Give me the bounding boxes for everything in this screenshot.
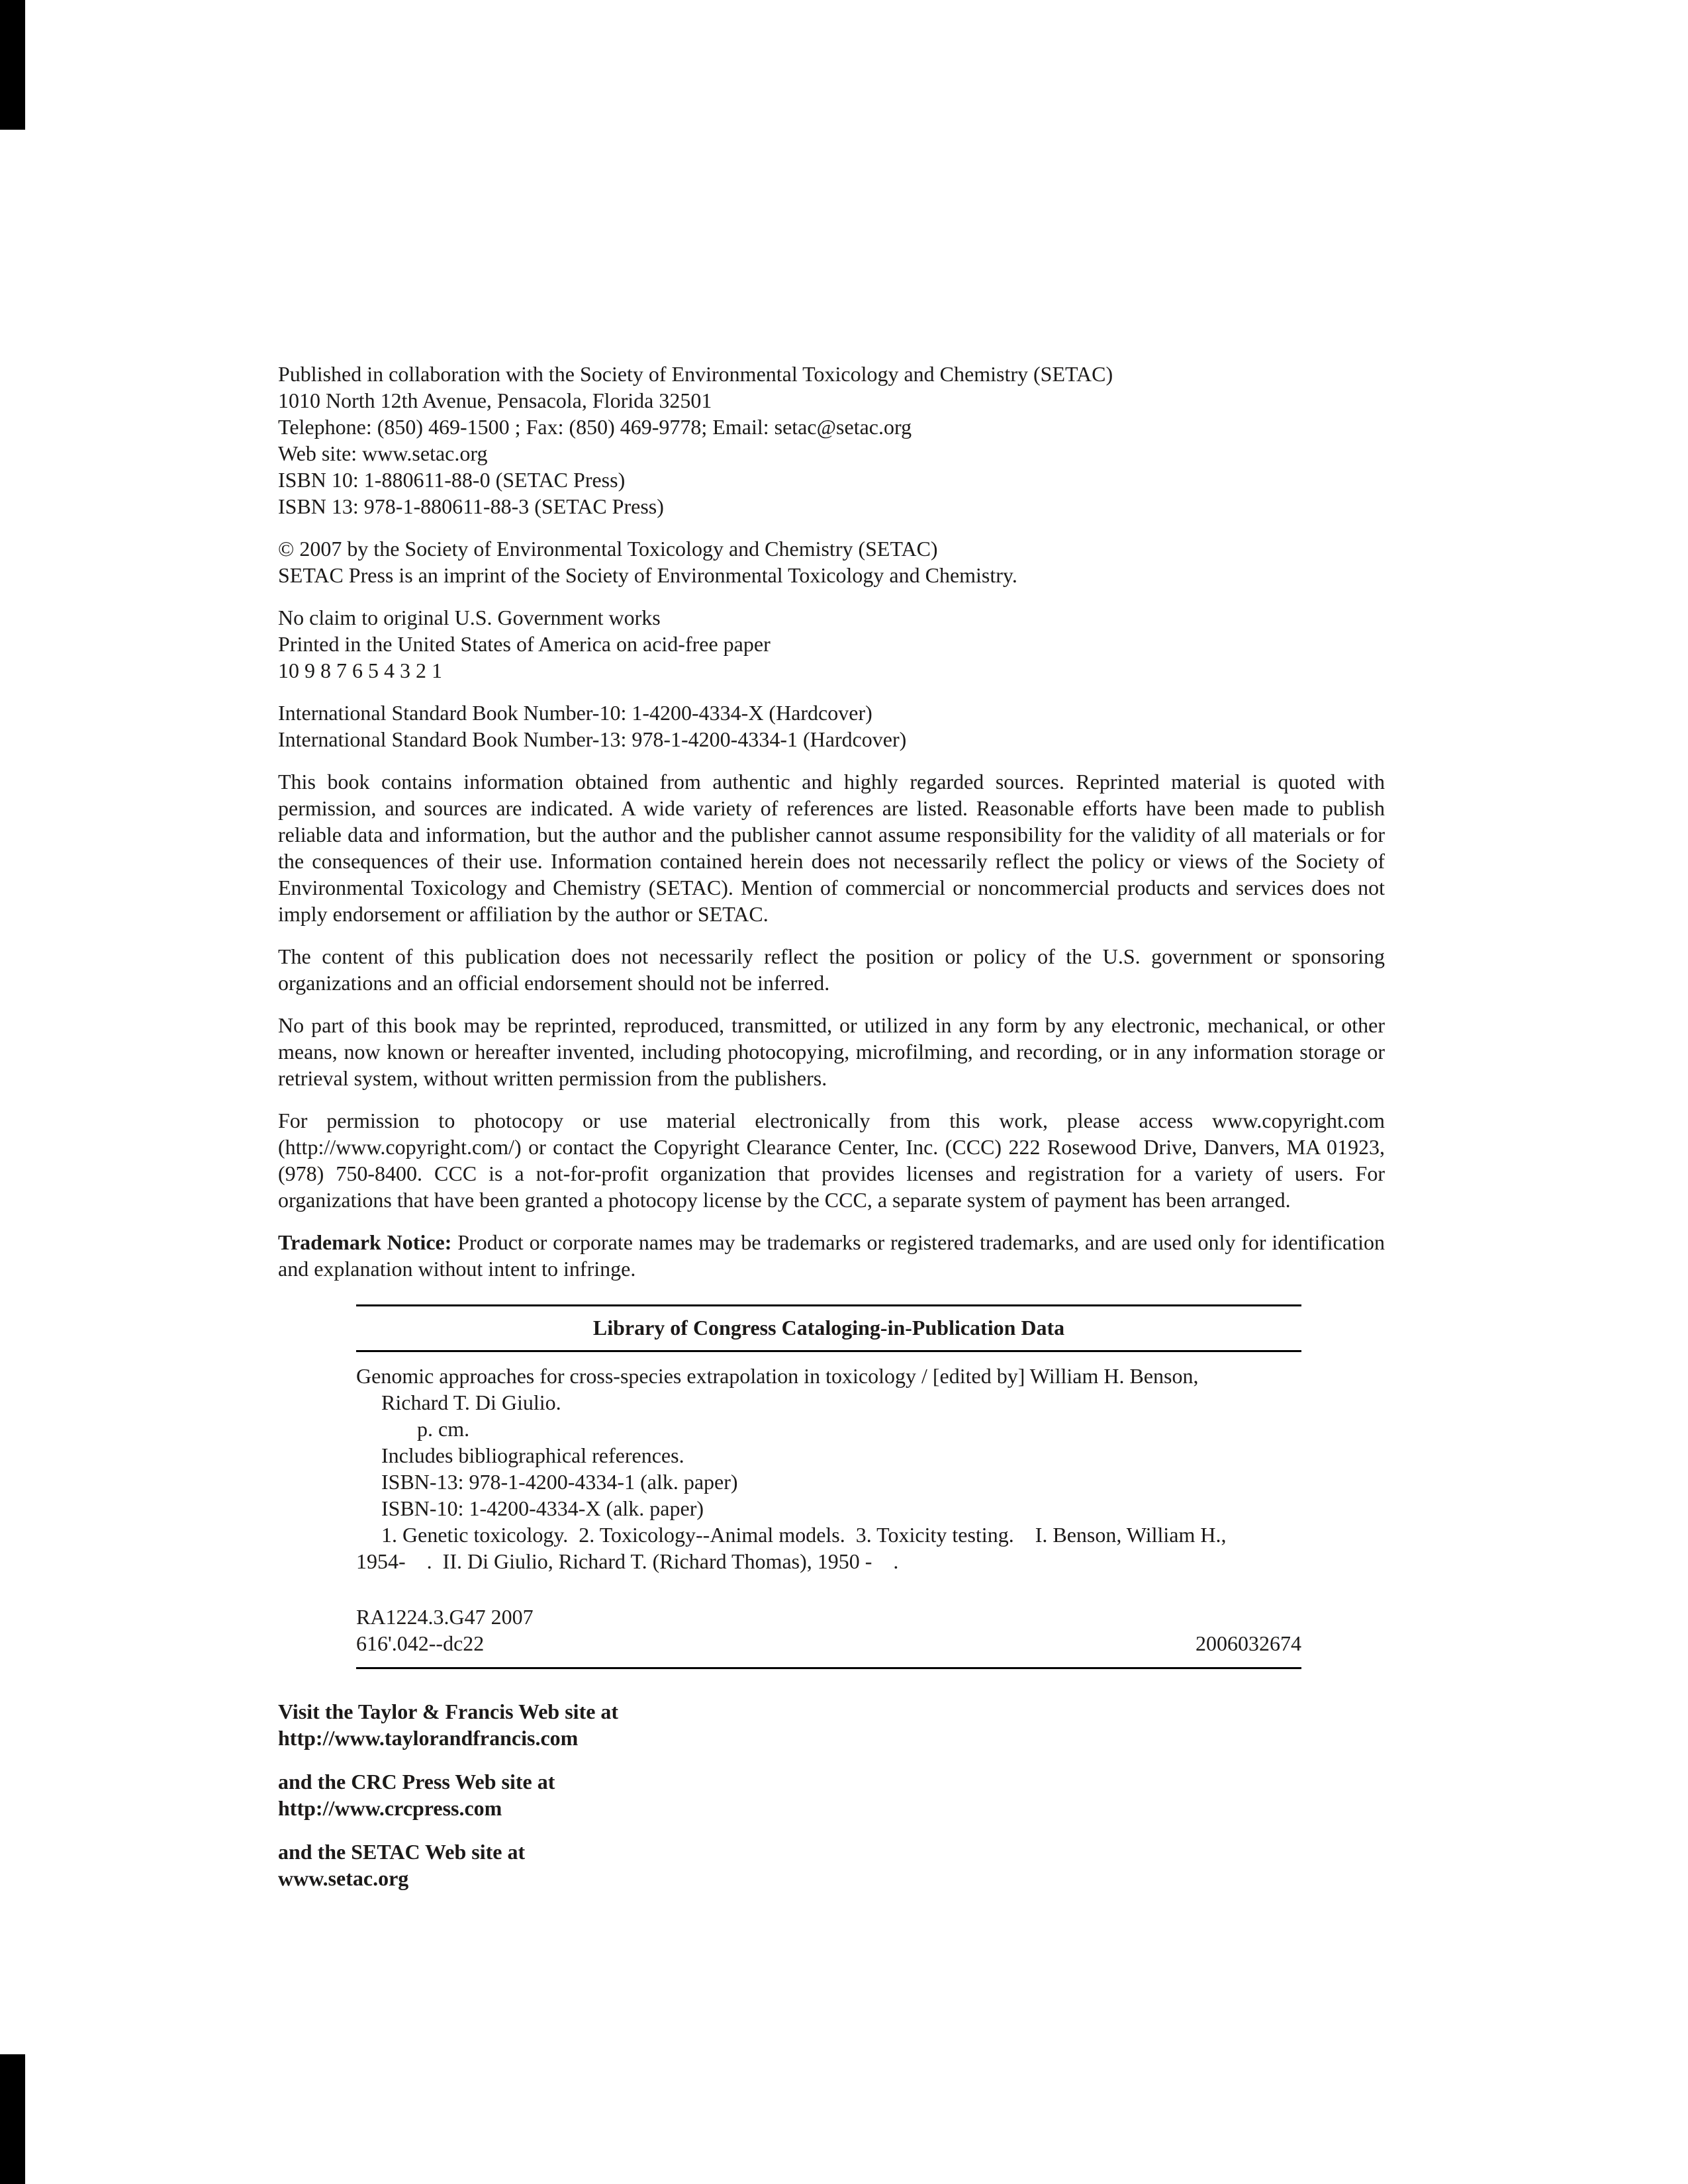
loc-numbers [356, 1604, 1301, 1657]
loc-entry-line: ISBN-13: 978-1-4200-4334-1 (alk. paper) [381, 1470, 738, 1494]
loc-catalog-entry [356, 1352, 1301, 1574]
publisher-contact-line: Telephone: (850) 469-1500 ; Fax: (850) 469-9778; Email: setac@setac.org [278, 415, 912, 439]
setac-site-block [278, 1839, 1385, 1891]
page-content [278, 361, 1385, 1909]
loc-call-number: RA1224.3.G47 2007 [356, 1605, 534, 1629]
publisher-isbn10-line: ISBN 10: 1-880611-88-0 (SETAC Press) [278, 468, 626, 492]
copyright-block [278, 535, 1385, 588]
publisher-address-block [278, 361, 1385, 520]
printed-line: Printed in the United States of America on acid-free paper [278, 632, 771, 656]
library-of-congress-block [356, 1304, 1301, 1669]
publisher-street-line: 1010 North 12th Avenue, Pensacola, Florida 32501 [278, 388, 712, 412]
loc-entry-line: 1. Genetic toxicology. 2. Toxicology--Animal models. 3. Toxicity testing. I. Benson, William H., [381, 1523, 1227, 1547]
no-claim-line: No claim to original U.S. Government works [278, 606, 661, 629]
scan-mark-bottom-left [0, 2054, 25, 2184]
taylor-francis-site-label: Visit the Taylor & Francis Web site at [278, 1700, 619, 1723]
loc-control-number: 2006032674 [1196, 1631, 1301, 1655]
isbn10-line: International Standard Book Number-10: 1-4200-4334-X (Hardcover) [278, 701, 872, 725]
reproduction-notice-paragraph: No part of this book may be reprinted, reproduced, transmitted, or utilized in any form by any electronic, mechanical, or other means, now known or hereafter invented, including photocopying, microfilming, and recording, or in any information storage or retrieval system, without written permission from the publishers. [278, 1013, 1385, 1090]
crc-press-site-url: http://www.crcpress.com [278, 1796, 502, 1820]
copyright-year-line: © 2007 by the Society of Environmental Toxicology and Chemistry (SETAC) [278, 537, 938, 561]
printing-block [278, 604, 1385, 684]
printing-numbers-line: 10 9 8 7 6 5 4 3 2 1 [278, 659, 442, 682]
setac-site-label: and the SETAC Web site at [278, 1840, 526, 1864]
isbn13-line: International Standard Book Number-13: 978-1-4200-4334-1 (Hardcover) [278, 727, 907, 751]
crc-press-site-label: and the CRC Press Web site at [278, 1770, 555, 1794]
trademark-notice-paragraph [278, 1229, 1385, 1282]
loc-entry-line: Richard T. Di Giulio. [381, 1390, 561, 1414]
loc-entry-line: ISBN-10: 1-4200-4334-X (alk. paper) [381, 1496, 704, 1520]
taylor-francis-site-url: http://www.taylorandfrancis.com [278, 1726, 579, 1750]
copyright-imprint-line: SETAC Press is an imprint of the Society of Environmental Toxicology and Chemistry. [278, 563, 1017, 587]
setac-site-url: www.setac.org [278, 1866, 409, 1890]
publisher-collaboration-line: Published in collaboration with the Society of Environmental Toxicology and Chemistry (SETAC) [278, 362, 1113, 386]
loc-entry-line: Genomic approaches for cross-species extrapolation in toxicology / [edited by] William H. Benson, [356, 1364, 1199, 1388]
taylor-francis-site-block [278, 1698, 1385, 1751]
loc-entry-line: 1954- . II. Di Giulio, Richard T. (Richard Thomas), 1950 - . [356, 1549, 899, 1573]
loc-title: Library of Congress Cataloging-in-Publication Data [592, 1316, 1065, 1340]
position-disclaimer-paragraph: The content of this publication does not necessarily reflect the position or policy of the U.S. government or sponsoring organizations and an official endorsement should not be inferred. [278, 944, 1385, 995]
trademark-notice-label: Trademark Notice: [278, 1230, 452, 1254]
sources-disclaimer-paragraph: This book contains information obtained from authentic and highly regarded sources. Reprinted material is quoted with permission, and sources are indicated. A wide variety of references are listed. Reasonable efforts have been made to publish reliable data and information, but the author and the publisher cannot assume responsibility for the validity of all materials or for the consequences of their use. Information contained herein does not necessarily reflect the policy or views of the Society of Environmental Toxicology and Chemistry (SETAC). Mention of commercial or noncommercial products and services does not imply endorsement or affiliation by the author or SETAC. [278, 770, 1385, 926]
isbn-block [278, 700, 1385, 752]
crc-press-site-block [278, 1768, 1385, 1821]
loc-entry-line: p. cm. [417, 1417, 470, 1441]
publisher-website-line: Web site: www.setac.org [278, 441, 488, 465]
loc-dewey-number: 616'.042--dc22 [356, 1631, 485, 1655]
publisher-isbn13-line: ISBN 13: 978-1-880611-88-3 (SETAC Press) [278, 494, 664, 518]
loc-entry-line: Includes bibliographical references. [381, 1443, 684, 1467]
horizontal-rule-bottom [356, 1667, 1301, 1669]
permissions-paragraph: For permission to photocopy or use material electronically from this work, please access www.copyright.com (http://www.copyright.com/) or contact the Copyright Clearance Center, Inc. (CCC) 222 Rosewood Drive, Danvers, MA 01923, (978) 750-8400. CCC is a not-for-profit organization that provides licenses and registration for a variety of users. For organizations that have been granted a photocopy license by the CCC, a separate system of payment has been arranged. [278, 1109, 1385, 1212]
scan-mark-top-left [0, 0, 25, 130]
trademark-notice-text: Product or corporate names may be trademarks or registered trademarks, and are used only for identification and explanation without intent to infringe. [278, 1230, 1385, 1281]
loc-dewey-row [356, 1630, 1301, 1657]
